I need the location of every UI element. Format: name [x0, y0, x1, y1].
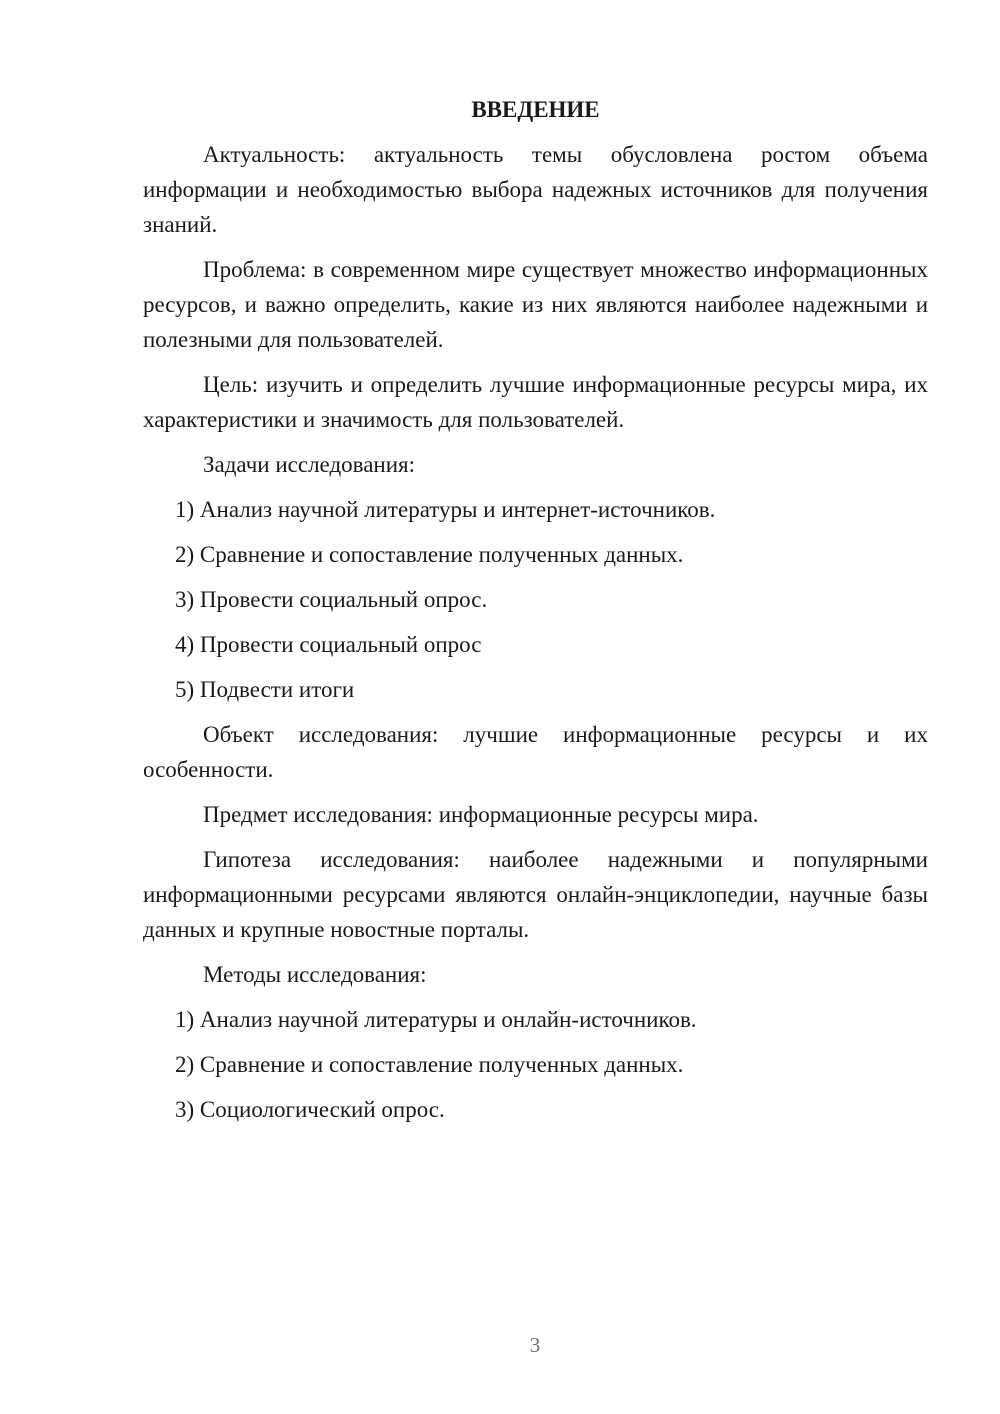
- relevance-paragraph: Актуальность: актуальность темы обусловлена ростом объема информации и необходимостью выбора надежных источников для получения знаний.: [143, 142, 928, 237]
- page-content: [143, 92, 928, 1137]
- task-item: 5) Подвести итоги: [175, 677, 355, 702]
- methods-list: [143, 1002, 928, 1127]
- subject-paragraph: Предмет исследования: информационные ресурсы мира.: [203, 802, 759, 827]
- task-item: 4) Провести социальный опрос: [175, 632, 482, 657]
- object-paragraph: Объект исследования: лучшие информационные ресурсы и их особенности.: [143, 722, 928, 782]
- problem-paragraph: Проблема: в современном мире существует множество информационных ресурсов, и важно определить, какие из них являются наиболее надежными и полезными для пользователей.: [143, 257, 928, 352]
- page-title: ВВЕДЕНИЕ: [471, 97, 600, 122]
- methods-heading: Методы исследования:: [203, 962, 427, 987]
- task-item: 3) Провести социальный опрос.: [175, 587, 488, 612]
- page-number: 3: [529, 1333, 541, 1357]
- task-item: 1) Анализ научной литературы и интернет-источников.: [175, 497, 716, 522]
- goal-paragraph: Цель: изучить и определить лучшие информационные ресурсы мира, их характеристики и значимость для пользователей.: [143, 372, 928, 432]
- task-item: 2) Сравнение и сопоставление полученных данных.: [175, 542, 684, 567]
- method-item: 2) Сравнение и сопоставление полученных данных.: [175, 1052, 684, 1077]
- method-item: 1) Анализ научной литературы и онлайн-источников.: [175, 1007, 697, 1032]
- hypothesis-paragraph: Гипотеза исследования: наиболее надежными и популярными информационными ресурсами являются онлайн-энциклопедии, научные базы данных и крупные новостные порталы.: [143, 847, 928, 942]
- tasks-heading: Задачи исследования:: [203, 452, 416, 477]
- tasks-list: [143, 492, 928, 707]
- method-item: 3) Социологический опрос.: [175, 1097, 445, 1122]
